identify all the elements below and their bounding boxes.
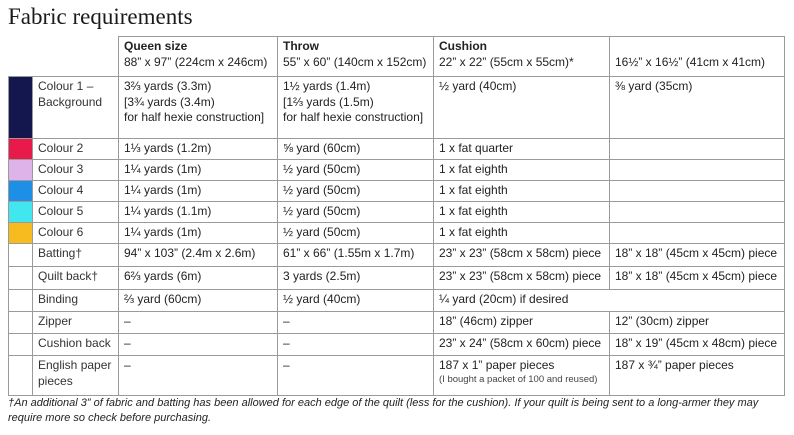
- header-cushion: Cushion 22” x 22” (55cm x 55cm)*: [434, 37, 610, 77]
- row-label: Colour 3: [33, 160, 119, 181]
- cushion-small-cell: ⅜ yard (35cm): [610, 77, 785, 139]
- colour-swatch: [9, 312, 33, 334]
- table-row: [9, 139, 785, 160]
- queen-cell: –: [119, 312, 278, 334]
- cushion-small-cell: 18” x 18” (45cm x 45cm) piece: [610, 244, 785, 267]
- cushion-small-cell: [610, 202, 785, 223]
- row-label: Cushion back: [33, 334, 119, 356]
- header-label-cell: [33, 37, 119, 77]
- queen-cell: 94” x 103” (2.4m x 2.6m): [119, 244, 278, 267]
- table-row: [9, 356, 785, 396]
- page-title: Fabric requirements: [8, 4, 193, 29]
- colour-swatch: [9, 139, 33, 160]
- row-label: English paper pieces: [33, 356, 119, 396]
- queen-cell: 1¼ yards (1m): [119, 160, 278, 181]
- footnote: †An additional 3” of fabric and batting has been allowed for each edge of the quilt (less for the cushion). If your quilt is being sent to a long-armer they may require more so check before purchasing.: [8, 397, 759, 424]
- cushion-cell: 1 x fat quarter: [434, 139, 610, 160]
- table-row: [9, 290, 785, 312]
- colour-swatch: [9, 202, 33, 223]
- table-row: [9, 202, 785, 223]
- row-label: Colour 1 – Background: [33, 77, 119, 139]
- table-row: [9, 312, 785, 334]
- row-label: Colour 2: [33, 139, 119, 160]
- queen-cell: 6⅔ yards (6m): [119, 267, 278, 290]
- cushion-small-cell: 12” (30cm) zipper: [610, 312, 785, 334]
- row-label: Binding: [33, 290, 119, 312]
- cushion-small-cell: [610, 181, 785, 202]
- cushion-cell: 1 x fat eighth: [434, 160, 610, 181]
- queen-cell: ⅔ yard (60cm): [119, 290, 278, 312]
- throw-cell: ½ yard (50cm): [278, 181, 434, 202]
- cushion-cell: 1 x fat eighth: [434, 181, 610, 202]
- cushion-cell: 23” x 24” (58cm x 60cm) piece: [434, 334, 610, 356]
- throw-cell: 3 yards (2.5m): [278, 267, 434, 290]
- colour-swatch: [9, 290, 33, 312]
- cushion-small-cell: [610, 160, 785, 181]
- row-label: Zipper: [33, 312, 119, 334]
- header-cushion-small: 16½” x 16½” (41cm x 41cm): [610, 37, 785, 77]
- table-row: [9, 77, 785, 139]
- queen-cell: –: [119, 356, 278, 396]
- cushion-cell: 1 x fat eighth: [434, 223, 610, 244]
- throw-cell: –: [278, 312, 434, 334]
- table-row: [9, 267, 785, 290]
- throw-cell: ½ yard (40cm): [278, 290, 434, 312]
- queen-cell: –: [119, 334, 278, 356]
- queen-cell: 1¼ yards (1.1m): [119, 202, 278, 223]
- table-row: [9, 181, 785, 202]
- throw-cell: –: [278, 356, 434, 396]
- cushion-cell: 187 x 1” paper pieces (I bought a packet of 100 and reused): [434, 356, 610, 396]
- cushion-cell: 23” x 23” (58cm x 58cm) piece: [434, 267, 610, 290]
- queen-cell: 1¼ yards (1m): [119, 223, 278, 244]
- queen-cell: 1⅓ yards (1.2m): [119, 139, 278, 160]
- fabric-requirements-table: [8, 36, 785, 396]
- throw-cell: ½ yard (50cm): [278, 202, 434, 223]
- colour-swatch: [9, 77, 33, 139]
- table-row: [9, 223, 785, 244]
- throw-cell: 61” x 66” (1.55m x 1.7m): [278, 244, 434, 267]
- colour-swatch: [9, 160, 33, 181]
- cushion-cell: ¼ yard (20cm) if desired: [434, 290, 785, 312]
- header-corner: [9, 37, 33, 77]
- colour-swatch: [9, 334, 33, 356]
- row-label: Colour 6: [33, 223, 119, 244]
- cushion-cell: 18” (46cm) zipper: [434, 312, 610, 334]
- cushion-small-cell: [610, 223, 785, 244]
- colour-swatch: [9, 223, 33, 244]
- throw-cell: ½ yard (50cm): [278, 160, 434, 181]
- cushion-cell: 23” x 23” (58cm x 58cm) piece: [434, 244, 610, 267]
- colour-swatch: [9, 181, 33, 202]
- row-label: Batting†: [33, 244, 119, 267]
- cushion-note: (I bought a packet of 100 and reused): [439, 373, 598, 385]
- queen-cell: 1¼ yards (1m): [119, 181, 278, 202]
- header-queen: Queen size 88” x 97” (224cm x 246cm): [119, 37, 278, 77]
- cushion-cell: ½ yard (40cm): [434, 77, 610, 139]
- throw-cell: ½ yard (50cm): [278, 223, 434, 244]
- throw-cell: ⅝ yard (60cm): [278, 139, 434, 160]
- row-label: Colour 5: [33, 202, 119, 223]
- colour-swatch: [9, 244, 33, 267]
- colour-swatch: [9, 356, 33, 396]
- queen-cell: 3⅔ yards (3.3m) [3¾ yards (3.4m) for half hexie construction]: [119, 77, 278, 139]
- table-row: [9, 160, 785, 181]
- throw-cell: 1½ yards (1.4m) [1⅔ yards (1.5m) for half hexie construction]: [278, 77, 434, 139]
- cushion-small-cell: 187 x ¾” paper pieces: [610, 356, 785, 396]
- header-throw: Throw 55” x 60” (140cm x 152cm): [278, 37, 434, 77]
- cushion-small-cell: 18” x 19” (45cm x 48cm) piece: [610, 334, 785, 356]
- cushion-small-cell: 18” x 18” (45cm x 45cm) piece: [610, 267, 785, 290]
- cushion-cell: 1 x fat eighth: [434, 202, 610, 223]
- table-row: [9, 334, 785, 356]
- row-label: Quilt back†: [33, 267, 119, 290]
- header-row: [9, 37, 785, 77]
- cushion-small-cell: [610, 139, 785, 160]
- colour-swatch: [9, 267, 33, 290]
- table-row: [9, 244, 785, 267]
- row-label: Colour 4: [33, 181, 119, 202]
- throw-cell: –: [278, 334, 434, 356]
